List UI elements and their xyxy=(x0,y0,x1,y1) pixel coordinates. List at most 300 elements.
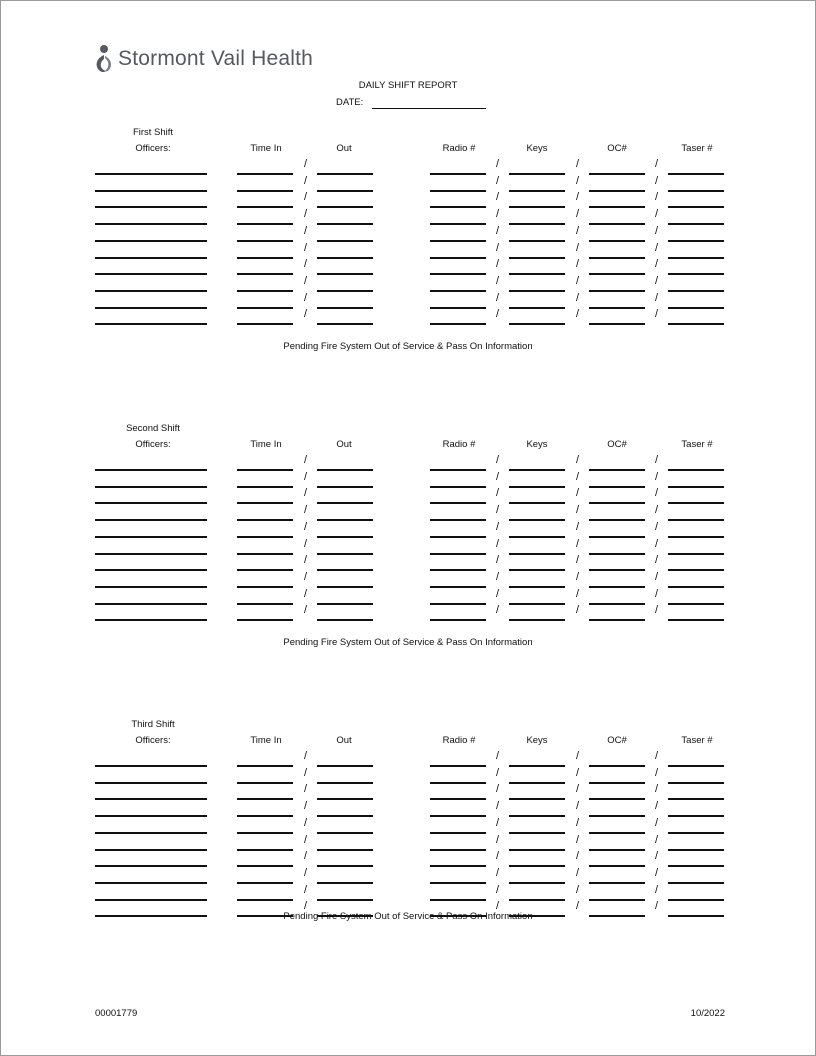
slash-separator: / xyxy=(655,783,659,796)
column-header-officers: Officers: xyxy=(135,143,171,154)
radio-entry-line[interactable] xyxy=(430,519,486,521)
oc-entry-line[interactable] xyxy=(589,502,645,504)
keys-entry-line[interactable] xyxy=(509,798,565,800)
column-header-keys: Keys xyxy=(526,143,548,154)
officers-entry-line[interactable] xyxy=(95,206,207,208)
taser-entry-line[interactable] xyxy=(668,899,724,901)
out-entry-line[interactable] xyxy=(317,223,373,225)
keys-entry-line[interactable] xyxy=(509,815,565,817)
officers-entry-line[interactable] xyxy=(95,257,207,259)
keys-entry-line[interactable] xyxy=(509,486,565,488)
radio-entry-line[interactable] xyxy=(430,553,486,555)
slash-separator: / xyxy=(576,224,580,237)
slash-separator: / xyxy=(655,470,659,483)
out-entry-line[interactable] xyxy=(317,273,373,275)
taser-entry-line[interactable] xyxy=(668,223,724,225)
out-entry-line[interactable] xyxy=(317,519,373,521)
column-header-time-in: Time In xyxy=(250,143,282,154)
pending-fire-system-note: Pending Fire System Out of Service & Pass On Information xyxy=(283,911,533,922)
slash-separator: / xyxy=(304,258,308,271)
radio-entry-line[interactable] xyxy=(430,273,486,275)
oc-entry-line[interactable] xyxy=(589,486,645,488)
slash-separator: / xyxy=(655,866,659,879)
slash-separator: / xyxy=(496,258,500,271)
out-entry-line[interactable] xyxy=(317,536,373,538)
keys-entry-line[interactable] xyxy=(509,469,565,471)
oc-entry-line[interactable] xyxy=(589,765,645,767)
time-in-entry-line[interactable] xyxy=(237,553,293,555)
keys-entry-line[interactable] xyxy=(509,865,565,867)
oc-entry-line[interactable] xyxy=(589,240,645,242)
time-in-entry-line[interactable] xyxy=(237,257,293,259)
taser-entry-line[interactable] xyxy=(668,206,724,208)
keys-entry-line[interactable] xyxy=(509,173,565,175)
keys-entry-line[interactable] xyxy=(509,832,565,834)
slash-separator: / xyxy=(304,883,308,896)
slash-separator: / xyxy=(576,883,580,896)
oc-entry-line[interactable] xyxy=(589,206,645,208)
oc-entry-line[interactable] xyxy=(589,619,645,621)
officers-entry-line[interactable] xyxy=(95,190,207,192)
slash-separator: / xyxy=(496,587,500,600)
slash-separator: / xyxy=(576,520,580,533)
column-header-time-in: Time In xyxy=(250,735,282,746)
radio-entry-line[interactable] xyxy=(430,502,486,504)
slash-separator: / xyxy=(496,833,500,846)
slash-separator: / xyxy=(655,587,659,600)
officers-entry-line[interactable] xyxy=(95,569,207,571)
slash-separator: / xyxy=(576,833,580,846)
taser-entry-line[interactable] xyxy=(668,469,724,471)
slash-separator: / xyxy=(304,487,308,500)
time-in-entry-line[interactable] xyxy=(237,290,293,292)
out-entry-line[interactable] xyxy=(317,798,373,800)
column-header-time-in: Time In xyxy=(250,439,282,450)
column-header-officers: Officers: xyxy=(135,735,171,746)
time-in-entry-line[interactable] xyxy=(237,832,293,834)
out-entry-line[interactable] xyxy=(317,899,373,901)
radio-entry-line[interactable] xyxy=(430,865,486,867)
time-in-entry-line[interactable] xyxy=(237,469,293,471)
slash-separator: / xyxy=(576,537,580,550)
oc-entry-line[interactable] xyxy=(589,307,645,309)
keys-entry-line[interactable] xyxy=(509,882,565,884)
taser-entry-line[interactable] xyxy=(668,782,724,784)
slash-separator: / xyxy=(655,208,659,221)
oc-entry-line[interactable] xyxy=(589,290,645,292)
officers-entry-line[interactable] xyxy=(95,832,207,834)
slash-separator: / xyxy=(655,241,659,254)
out-entry-line[interactable] xyxy=(317,240,373,242)
officers-entry-line[interactable] xyxy=(95,223,207,225)
keys-entry-line[interactable] xyxy=(509,307,565,309)
slash-separator: / xyxy=(655,604,659,617)
keys-entry-line[interactable] xyxy=(509,240,565,242)
slash-separator: / xyxy=(655,900,659,913)
radio-entry-line[interactable] xyxy=(430,240,486,242)
logo xyxy=(94,44,313,74)
officers-entry-line[interactable] xyxy=(95,469,207,471)
keys-entry-line[interactable] xyxy=(509,782,565,784)
slash-separator: / xyxy=(655,504,659,517)
keys-entry-line[interactable] xyxy=(509,519,565,521)
keys-entry-line[interactable] xyxy=(509,502,565,504)
oc-entry-line[interactable] xyxy=(589,469,645,471)
radio-entry-line[interactable] xyxy=(430,782,486,784)
oc-entry-line[interactable] xyxy=(589,553,645,555)
slash-separator: / xyxy=(655,174,659,187)
officers-entry-line[interactable] xyxy=(95,586,207,588)
oc-entry-line[interactable] xyxy=(589,257,645,259)
officers-entry-line[interactable] xyxy=(95,536,207,538)
keys-entry-line[interactable] xyxy=(509,619,565,621)
oc-entry-line[interactable] xyxy=(589,519,645,521)
keys-entry-line[interactable] xyxy=(509,849,565,851)
time-in-entry-line[interactable] xyxy=(237,273,293,275)
slash-separator: / xyxy=(496,224,500,237)
officers-entry-line[interactable] xyxy=(95,798,207,800)
radio-entry-line[interactable] xyxy=(430,190,486,192)
oc-entry-line[interactable] xyxy=(589,190,645,192)
time-in-entry-line[interactable] xyxy=(237,815,293,817)
slash-separator: / xyxy=(304,208,308,221)
slash-separator: / xyxy=(576,291,580,304)
slash-separator: / xyxy=(496,241,500,254)
oc-entry-line[interactable] xyxy=(589,569,645,571)
keys-entry-line[interactable] xyxy=(509,569,565,571)
time-in-entry-line[interactable] xyxy=(237,502,293,504)
slash-separator: / xyxy=(576,587,580,600)
slash-separator: / xyxy=(496,520,500,533)
slash-separator: / xyxy=(655,833,659,846)
slash-separator: / xyxy=(304,587,308,600)
officers-entry-line[interactable] xyxy=(95,240,207,242)
taser-entry-line[interactable] xyxy=(668,882,724,884)
keys-entry-line[interactable] xyxy=(509,765,565,767)
oc-entry-line[interactable] xyxy=(589,603,645,605)
slash-separator: / xyxy=(496,470,500,483)
keys-entry-line[interactable] xyxy=(509,586,565,588)
time-in-entry-line[interactable] xyxy=(237,765,293,767)
time-in-entry-line[interactable] xyxy=(237,586,293,588)
slash-separator: / xyxy=(304,900,308,913)
radio-entry-line[interactable] xyxy=(430,832,486,834)
officers-entry-line[interactable] xyxy=(95,307,207,309)
slash-separator: / xyxy=(304,866,308,879)
officers-entry-line[interactable] xyxy=(95,502,207,504)
form-number: 00001779 xyxy=(95,1008,138,1019)
slash-separator: / xyxy=(304,241,308,254)
out-entry-line[interactable] xyxy=(317,290,373,292)
radio-entry-line[interactable] xyxy=(430,882,486,884)
column-header-keys: Keys xyxy=(526,439,548,450)
slash-separator: / xyxy=(496,750,500,762)
taser-entry-line[interactable] xyxy=(668,273,724,275)
column-header-taser: Taser # xyxy=(681,735,713,746)
radio-entry-line[interactable] xyxy=(430,619,486,621)
keys-entry-line[interactable] xyxy=(509,603,565,605)
slash-separator: / xyxy=(304,537,308,550)
slash-separator: / xyxy=(576,191,580,204)
radio-entry-line[interactable] xyxy=(430,798,486,800)
keys-entry-line[interactable] xyxy=(509,273,565,275)
taser-entry-line[interactable] xyxy=(668,849,724,851)
oc-entry-line[interactable] xyxy=(589,323,645,325)
taser-entry-line[interactable] xyxy=(668,190,724,192)
slash-separator: / xyxy=(496,174,500,187)
slash-separator: / xyxy=(576,570,580,583)
slash-separator: / xyxy=(576,208,580,221)
slash-separator: / xyxy=(655,883,659,896)
out-entry-line[interactable] xyxy=(317,865,373,867)
time-in-entry-line[interactable] xyxy=(237,307,293,309)
oc-entry-line[interactable] xyxy=(589,223,645,225)
slash-separator: / xyxy=(655,158,659,170)
slash-separator: / xyxy=(304,750,308,762)
slash-separator: / xyxy=(655,537,659,550)
oc-entry-line[interactable] xyxy=(589,815,645,817)
taser-entry-line[interactable] xyxy=(668,765,724,767)
oc-entry-line[interactable] xyxy=(589,832,645,834)
time-in-entry-line[interactable] xyxy=(237,849,293,851)
out-entry-line[interactable] xyxy=(317,765,373,767)
officers-entry-line[interactable] xyxy=(95,882,207,884)
column-header-officers: Officers: xyxy=(135,439,171,450)
out-entry-line[interactable] xyxy=(317,619,373,621)
slash-separator: / xyxy=(576,766,580,779)
slash-separator: / xyxy=(655,850,659,863)
slash-separator: / xyxy=(496,191,500,204)
out-entry-line[interactable] xyxy=(317,323,373,325)
time-in-entry-line[interactable] xyxy=(237,782,293,784)
slash-separator: / xyxy=(496,537,500,550)
slash-separator: / xyxy=(304,833,308,846)
slash-separator: / xyxy=(655,766,659,779)
officers-entry-line[interactable] xyxy=(95,619,207,621)
oc-entry-line[interactable] xyxy=(589,865,645,867)
slash-separator: / xyxy=(496,604,500,617)
taser-entry-line[interactable] xyxy=(668,536,724,538)
slash-separator: / xyxy=(304,274,308,287)
slash-separator: / xyxy=(304,291,308,304)
pending-fire-system-note: Pending Fire System Out of Service & Pass On Information xyxy=(283,637,533,648)
radio-entry-line[interactable] xyxy=(430,257,486,259)
slash-separator: / xyxy=(576,866,580,879)
taser-entry-line[interactable] xyxy=(668,173,724,175)
radio-entry-line[interactable] xyxy=(430,323,486,325)
oc-entry-line[interactable] xyxy=(589,536,645,538)
slash-separator: / xyxy=(496,800,500,813)
taser-entry-line[interactable] xyxy=(668,486,724,488)
out-entry-line[interactable] xyxy=(317,815,373,817)
taser-entry-line[interactable] xyxy=(668,553,724,555)
slash-separator: / xyxy=(496,308,500,321)
slash-separator: / xyxy=(496,487,500,500)
pending-fire-system-note: Pending Fire System Out of Service & Pass On Information xyxy=(283,341,533,352)
out-entry-line[interactable] xyxy=(317,469,373,471)
time-in-entry-line[interactable] xyxy=(237,569,293,571)
slash-separator: / xyxy=(576,783,580,796)
oc-entry-line[interactable] xyxy=(589,586,645,588)
time-in-entry-line[interactable] xyxy=(237,486,293,488)
out-entry-line[interactable] xyxy=(317,173,373,175)
slash-separator: / xyxy=(576,554,580,567)
slash-separator: / xyxy=(304,454,308,466)
oc-entry-line[interactable] xyxy=(589,849,645,851)
out-entry-line[interactable] xyxy=(317,553,373,555)
time-in-entry-line[interactable] xyxy=(237,619,293,621)
taser-entry-line[interactable] xyxy=(668,603,724,605)
slash-separator: / xyxy=(655,274,659,287)
slash-separator: / xyxy=(655,816,659,829)
slash-separator: / xyxy=(576,487,580,500)
logo-mark-icon xyxy=(94,44,116,74)
officers-entry-line[interactable] xyxy=(95,849,207,851)
taser-entry-line[interactable] xyxy=(668,257,724,259)
keys-entry-line[interactable] xyxy=(509,553,565,555)
taser-entry-line[interactable] xyxy=(668,290,724,292)
time-in-entry-line[interactable] xyxy=(237,603,293,605)
slash-separator: / xyxy=(655,554,659,567)
out-entry-line[interactable] xyxy=(317,502,373,504)
radio-entry-line[interactable] xyxy=(430,223,486,225)
slash-separator: / xyxy=(655,258,659,271)
date-input-line[interactable] xyxy=(372,108,486,109)
slash-separator: / xyxy=(496,850,500,863)
slash-separator: / xyxy=(496,504,500,517)
out-entry-line[interactable] xyxy=(317,190,373,192)
out-entry-line[interactable] xyxy=(317,882,373,884)
taser-entry-line[interactable] xyxy=(668,323,724,325)
keys-entry-line[interactable] xyxy=(509,257,565,259)
officers-entry-line[interactable] xyxy=(95,603,207,605)
taser-entry-line[interactable] xyxy=(668,865,724,867)
radio-entry-line[interactable] xyxy=(430,849,486,851)
slash-separator: / xyxy=(304,504,308,517)
keys-entry-line[interactable] xyxy=(509,536,565,538)
slash-separator: / xyxy=(576,174,580,187)
radio-entry-line[interactable] xyxy=(430,290,486,292)
officers-entry-line[interactable] xyxy=(95,765,207,767)
taser-entry-line[interactable] xyxy=(668,502,724,504)
taser-entry-line[interactable] xyxy=(668,815,724,817)
time-in-entry-line[interactable] xyxy=(237,519,293,521)
out-entry-line[interactable] xyxy=(317,569,373,571)
keys-entry-line[interactable] xyxy=(509,290,565,292)
taser-entry-line[interactable] xyxy=(668,307,724,309)
radio-entry-line[interactable] xyxy=(430,603,486,605)
time-in-entry-line[interactable] xyxy=(237,882,293,884)
logo-text: Stormont Vail Health xyxy=(118,47,314,70)
revision-date: 10/2022 xyxy=(690,1008,725,1019)
radio-entry-line[interactable] xyxy=(430,569,486,571)
oc-entry-line[interactable] xyxy=(589,173,645,175)
out-entry-line[interactable] xyxy=(317,206,373,208)
radio-entry-line[interactable] xyxy=(430,469,486,471)
out-entry-line[interactable] xyxy=(317,782,373,784)
slash-separator: / xyxy=(304,766,308,779)
radio-entry-line[interactable] xyxy=(430,586,486,588)
column-header-out: Out xyxy=(336,143,352,154)
time-in-entry-line[interactable] xyxy=(237,173,293,175)
taser-entry-line[interactable] xyxy=(668,832,724,834)
radio-entry-line[interactable] xyxy=(430,173,486,175)
time-in-entry-line[interactable] xyxy=(237,240,293,242)
keys-entry-line[interactable] xyxy=(509,223,565,225)
time-in-entry-line[interactable] xyxy=(237,223,293,225)
taser-entry-line[interactable] xyxy=(668,519,724,521)
officers-entry-line[interactable] xyxy=(95,519,207,521)
out-entry-line[interactable] xyxy=(317,307,373,309)
officers-entry-line[interactable] xyxy=(95,782,207,784)
officers-entry-line[interactable] xyxy=(95,290,207,292)
keys-entry-line[interactable] xyxy=(509,206,565,208)
slash-separator: / xyxy=(496,291,500,304)
slash-separator: / xyxy=(576,816,580,829)
radio-entry-line[interactable] xyxy=(430,486,486,488)
out-entry-line[interactable] xyxy=(317,586,373,588)
officers-entry-line[interactable] xyxy=(95,273,207,275)
keys-entry-line[interactable] xyxy=(509,899,565,901)
oc-entry-line[interactable] xyxy=(589,899,645,901)
officers-entry-line[interactable] xyxy=(95,865,207,867)
radio-entry-line[interactable] xyxy=(430,206,486,208)
taser-entry-line[interactable] xyxy=(668,619,724,621)
slash-separator: / xyxy=(304,850,308,863)
taser-entry-line[interactable] xyxy=(668,569,724,571)
out-entry-line[interactable] xyxy=(317,486,373,488)
time-in-entry-line[interactable] xyxy=(237,899,293,901)
officers-entry-line[interactable] xyxy=(95,815,207,817)
time-in-entry-line[interactable] xyxy=(237,865,293,867)
time-in-entry-line[interactable] xyxy=(237,206,293,208)
out-entry-line[interactable] xyxy=(317,257,373,259)
keys-entry-line[interactable] xyxy=(509,190,565,192)
slash-separator: / xyxy=(655,308,659,321)
slash-separator: / xyxy=(496,866,500,879)
oc-entry-line[interactable] xyxy=(589,798,645,800)
officers-entry-line[interactable] xyxy=(95,173,207,175)
radio-entry-line[interactable] xyxy=(430,307,486,309)
radio-entry-line[interactable] xyxy=(430,765,486,767)
radio-entry-line[interactable] xyxy=(430,815,486,817)
oc-entry-line[interactable] xyxy=(589,782,645,784)
time-in-entry-line[interactable] xyxy=(237,798,293,800)
oc-entry-line[interactable] xyxy=(589,273,645,275)
slash-separator: / xyxy=(576,241,580,254)
taser-entry-line[interactable] xyxy=(668,586,724,588)
radio-entry-line[interactable] xyxy=(430,536,486,538)
taser-entry-line[interactable] xyxy=(668,240,724,242)
out-entry-line[interactable] xyxy=(317,603,373,605)
slash-separator: / xyxy=(655,224,659,237)
time-in-entry-line[interactable] xyxy=(237,536,293,538)
officers-entry-line[interactable] xyxy=(95,323,207,325)
slash-separator: / xyxy=(304,470,308,483)
keys-entry-line[interactable] xyxy=(509,323,565,325)
oc-entry-line[interactable] xyxy=(589,882,645,884)
time-in-entry-line[interactable] xyxy=(237,323,293,325)
column-header-radio: Radio # xyxy=(442,439,476,450)
taser-entry-line[interactable] xyxy=(668,798,724,800)
time-in-entry-line[interactable] xyxy=(237,190,293,192)
out-entry-line[interactable] xyxy=(317,849,373,851)
out-entry-line[interactable] xyxy=(317,832,373,834)
officers-entry-line[interactable] xyxy=(95,486,207,488)
radio-entry-line[interactable] xyxy=(430,899,486,901)
officers-entry-line[interactable] xyxy=(95,553,207,555)
officers-entry-line[interactable] xyxy=(95,899,207,901)
